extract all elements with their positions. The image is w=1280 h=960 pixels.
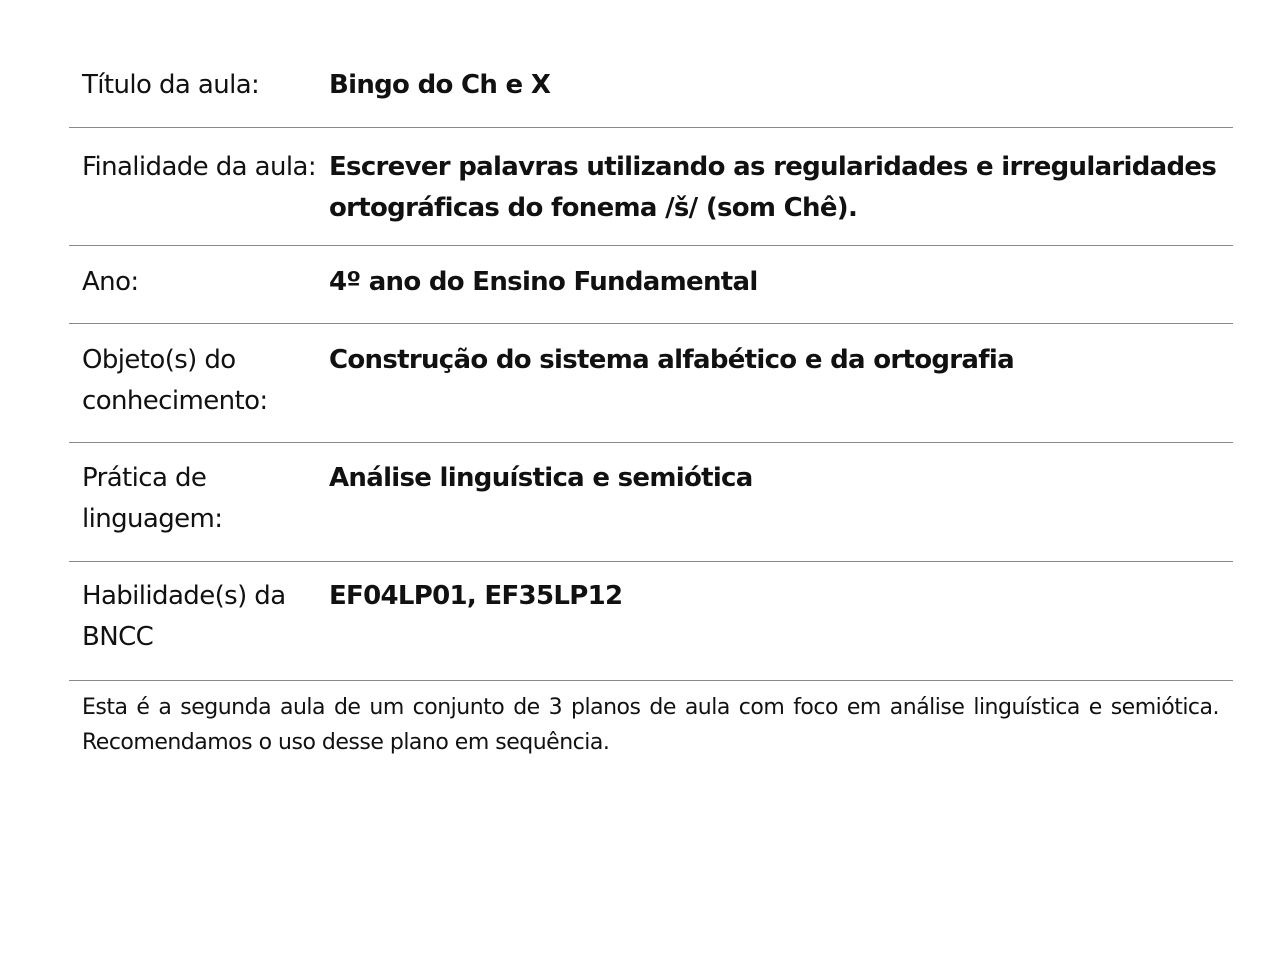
row-label: Título da aula: [82,70,260,100]
lesson-info-table [69,44,1233,681]
row-school-year [69,246,1233,324]
row-label: Objeto(s) do conhecimento: [82,345,268,416]
row-label: Prática de linguagem: [82,463,223,534]
row-bncc-skills [69,562,1233,681]
row-lesson-purpose [69,128,1233,246]
lesson-purpose-value: Escrever palavras utilizando as regularidades e irregularidades ortográficas do fonema /š/ (som Chê). [329,152,1217,223]
lesson-title-value: Bingo do Ch e X [329,70,551,100]
bncc-skills-value: EF04LP01, EF35LP12 [329,581,623,611]
row-knowledge-object [69,324,1233,443]
row-label: Ano: [82,267,139,297]
row-lesson-title [69,44,1233,128]
row-label: Habilidade(s) da BNCC [82,581,286,652]
language-practice-value: Análise linguística e semiótica [329,463,753,493]
row-label: Finalidade da aula: [82,152,316,182]
school-year-value: 4º ano do Ensino Fundamental [329,267,758,297]
row-language-practice [69,443,1233,562]
knowledge-object-value: Construção do sistema alfabético e da ortografia [329,345,1014,375]
sequence-note: Esta é a segunda aula de um conjunto de 3 planos de aula com foco em análise linguística e semiótica. Recomendamos o uso desse plano em sequência. [82,695,1219,755]
